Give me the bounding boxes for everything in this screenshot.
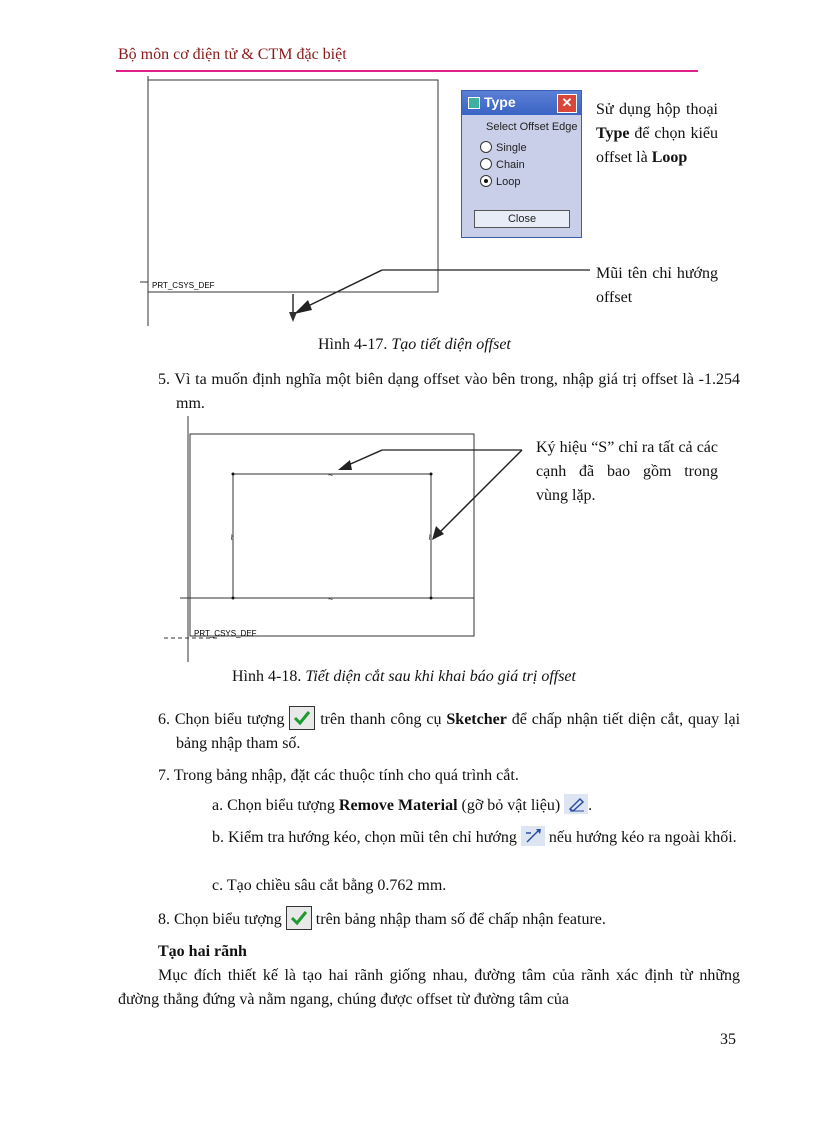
offset-arrow-leader bbox=[290, 262, 590, 322]
page-number: 35 bbox=[720, 1031, 736, 1048]
option-single[interactable]: Single bbox=[480, 141, 527, 154]
svg-text:~: ~ bbox=[328, 470, 334, 480]
csys-label-2: PRT_CSYS_DEF bbox=[194, 629, 257, 638]
checkmark-icon bbox=[286, 906, 312, 930]
radio-selected-icon bbox=[480, 175, 492, 187]
s-symbol-leaders bbox=[330, 440, 530, 550]
note-type-dialog: Sử dụng hộp thoại Type để chọn kiểu offset là Loop bbox=[596, 101, 718, 166]
remove-material-icon bbox=[564, 794, 588, 814]
window-icon bbox=[468, 97, 480, 109]
step-8: 8. Chọn biểu tượng trên bảng nhập tham số để chấp nhận feature. bbox=[158, 906, 740, 932]
caption-4-17: Hình 4-17. Tạo tiết diện offset bbox=[318, 336, 511, 353]
body-paragraph: Mục đích thiết kế là tạo hai rãnh giống nhau, đường tâm của rãnh xác định từ những đường thẳng đứng và nằm ngang, chúng được offset từ đường tâm của bbox=[118, 967, 740, 1008]
section-title: Tạo hai rãnh bbox=[158, 943, 247, 960]
close-icon[interactable]: ✕ bbox=[557, 94, 577, 113]
flip-direction-icon bbox=[521, 826, 545, 846]
step-6: 6. Chọn biểu tượng trên thanh công cụ Sketcher để chấp nhận tiết diện cắt, quay lại bảng nhập tham số. bbox=[158, 706, 740, 756]
note-s-symbol: Ký hiệu “S” chỉ ra tất cả các cạnh đã bao gồm trong vùng lặp. bbox=[536, 439, 718, 504]
caption-4-18: Hình 4-18. Tiết diện cắt sau khi khai báo giá trị offset bbox=[232, 668, 576, 685]
step-7c: c. Tạo chiều sâu cắt bằng 0.762 mm. bbox=[212, 877, 447, 894]
csys-label: PRT_CSYS_DEF bbox=[152, 281, 215, 290]
option-loop[interactable]: Loop bbox=[480, 175, 520, 188]
step-5: 5. Vì ta muốn định nghĩa một biên dạng offset vào bên trong, nhập giá trị offset là -1.254 mm. bbox=[158, 371, 740, 412]
radio-icon bbox=[480, 158, 492, 170]
checkmark-icon bbox=[289, 706, 315, 730]
dialog-titlebar bbox=[462, 91, 581, 115]
step-7a: a. Chọn biểu tượng Remove Material (gỡ bỏ vật liệu) . bbox=[212, 794, 740, 818]
dialog-title: Type bbox=[484, 94, 516, 110]
dialog-subtitle: Select Offset Edge bbox=[486, 121, 578, 133]
svg-text:~: ~ bbox=[328, 594, 334, 604]
note-offset-arrow: Mũi tên chỉ hướng offset bbox=[596, 265, 718, 306]
option-chain[interactable]: Chain bbox=[480, 158, 525, 171]
step-7: 7. Trong bảng nhập, đặt các thuộc tính cho quá trình cắt. bbox=[158, 767, 519, 784]
svg-text:≀: ≀ bbox=[428, 532, 432, 542]
page-header: Bộ môn cơ điện tử & CTM đặc biệt bbox=[118, 46, 347, 63]
close-button[interactable]: Close bbox=[474, 210, 570, 228]
step-7b: b. Kiểm tra hướng kéo, chọn mũi tên chỉ hướng nếu hướng kéo ra ngoài khối. bbox=[212, 826, 740, 850]
header-divider bbox=[116, 70, 698, 72]
type-dialog bbox=[461, 90, 582, 238]
radio-icon bbox=[480, 141, 492, 153]
svg-text:≀: ≀ bbox=[230, 532, 234, 542]
